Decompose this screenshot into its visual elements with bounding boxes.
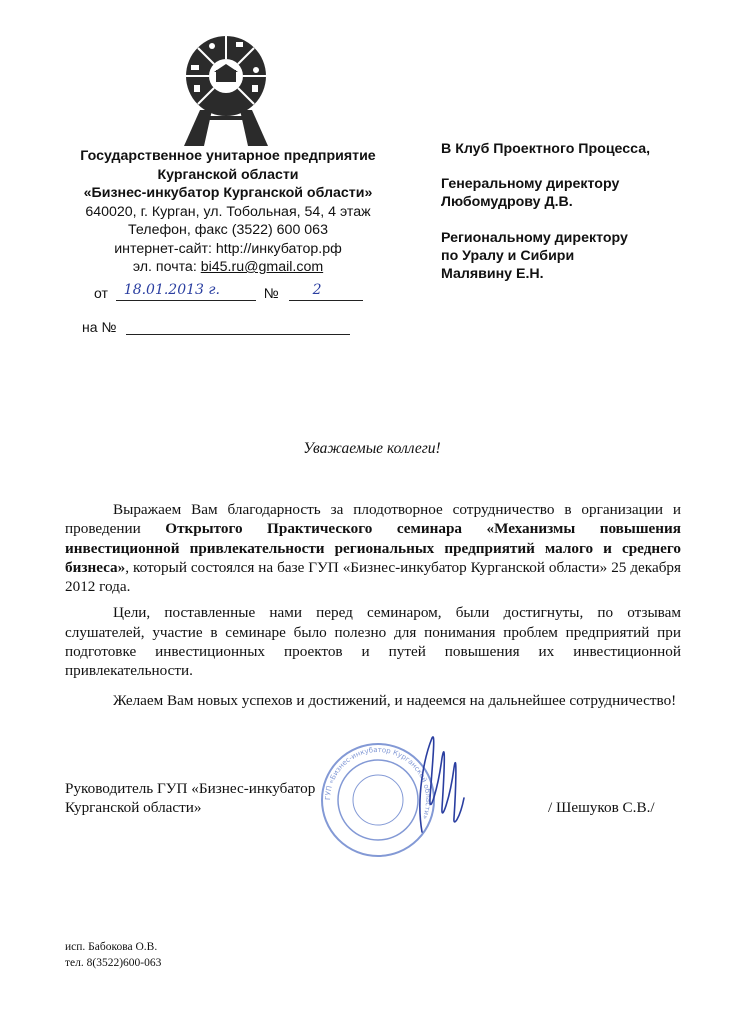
- email-link[interactable]: bi45.ru@gmail.com: [200, 259, 324, 275]
- paragraph-2: Цели, поставленные нами перед семинаром, были достигнуты, по отзывам слушателей, участие в семинаре было полезно для понимания проблем предприятий при подготовке инвестиционных проектов и путей повышения их инвестиционной привлекательности.: [65, 604, 681, 680]
- org-name-line2: Курганской области: [157, 166, 299, 183]
- org-name-line3: «Бизнес-инкубатор Курганской области»: [83, 185, 373, 201]
- na-line: [126, 318, 350, 335]
- letter-body: [65, 500, 681, 717]
- na-label: на №: [82, 319, 117, 335]
- signer-name: / Шешуков С.В./: [548, 799, 655, 816]
- recipient-line4: Региональному директору: [441, 229, 628, 246]
- org-address: 640020, г. Курган, ул. Тобольная, 54, 4 этаж: [85, 203, 371, 220]
- org-name-line1: Государственное унитарное предприятие: [80, 148, 376, 164]
- number-line: [289, 284, 363, 301]
- signer-title-line2: Курганской области»: [65, 799, 202, 817]
- recipient-line6: Малявину Е.Н.: [441, 266, 544, 283]
- org-phone: Телефон, факс (3522) 600 063: [128, 222, 328, 238]
- executor-block: [65, 939, 161, 971]
- p1-start: Выражаем Вам благодарность за плодотворное сотрудничество в организации и проведении: [65, 501, 681, 538]
- number-value: 2: [312, 282, 322, 298]
- signer-title-line1: Руководитель ГУП «Бизнес-инкубатор: [65, 780, 316, 797]
- signature-block: [65, 779, 315, 818]
- recipient-line1: В Клуб Проектного Процесса,: [441, 141, 651, 157]
- salutation: Уважаемые коллеги!: [303, 440, 441, 457]
- org-website: интернет-сайт: http://инкубатор.рф: [114, 240, 342, 257]
- p1-bold: Открытого Практического семинара «Механизмы повышения инвестиционной привлекательности региональных предприятий малого и среднего бизнеса»: [65, 520, 682, 576]
- date-line: [116, 284, 256, 301]
- reference-date-row: [94, 284, 363, 301]
- paragraph-3: Желаем Вам новых успехов и достижений, и надеемся на дальнейшее сотрудничество!: [113, 691, 677, 709]
- paragraph-1: [65, 500, 681, 596]
- organization-logo: [178, 30, 274, 146]
- executor-name: исп. Бабокова О.В.: [65, 941, 158, 953]
- reference-na-row: [82, 318, 350, 335]
- org-email-row: [58, 258, 398, 277]
- stamp-text: ГУП «Бизнес-инкубатор Курганской области»: [323, 745, 433, 821]
- p1-end: , который состоялся на базе ГУП «Бизнес-инкубатор Курганской области» 25 декабря 2012 года.: [65, 558, 681, 596]
- handwritten-signature: [402, 728, 472, 838]
- recipient-line5: по Уралу и Сибири: [441, 247, 575, 264]
- executor-phone: тел. 8(3522)600-063: [65, 957, 162, 969]
- email-label: эл. почта:: [132, 259, 197, 275]
- recipient-line3: Любомудрову Д.В.: [441, 194, 573, 211]
- recipient-line2: Генеральному директору: [441, 176, 620, 193]
- number-label: №: [263, 285, 279, 301]
- date-label: от: [94, 285, 108, 301]
- recipient-block: [441, 140, 701, 283]
- organization-header: [58, 147, 398, 277]
- date-value: 18.01.2013 г.: [123, 282, 220, 298]
